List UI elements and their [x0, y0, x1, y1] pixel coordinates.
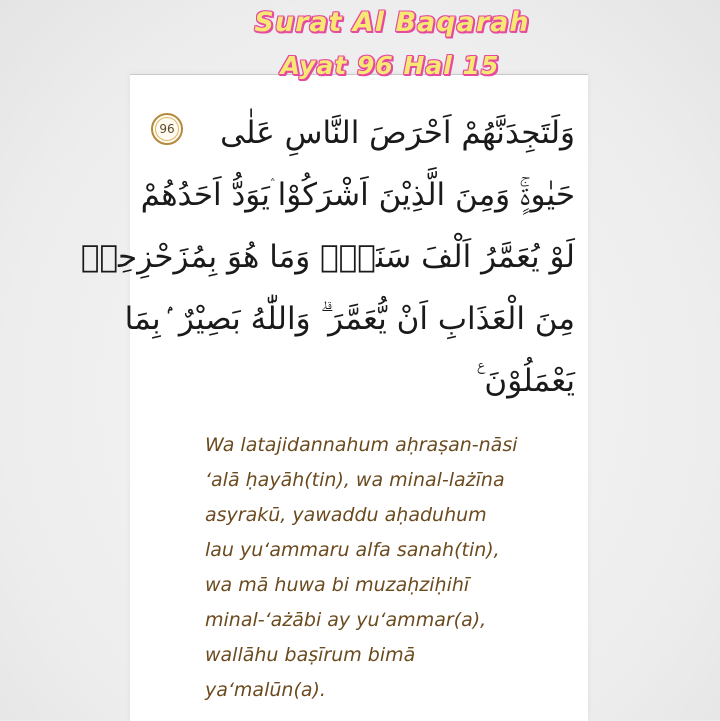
arabic-line-2: حَيٰوةٍۚ وَمِنَ الَّذِيْنَ اَشْرَكُوْا ۛيَوَدُّ اَحَدُهُمْ	[140, 177, 575, 213]
transliteration-line-4: lau yu‘ammaru alfa sanah(tin),	[205, 539, 500, 561]
transliteration-line-5: wa mā huwa bi muzaḥziḥihī	[205, 574, 470, 596]
arabic-line-4: مِنَ الْعَذَابِ اَنْ يُّعَمَّرَ ۗ وَاللّٰهُ بَصِيْرٌ ۢبِمَا	[124, 301, 575, 337]
transliteration-line-2: ‘alā ḥayāh(tin), wa minal-lażīna	[205, 469, 505, 491]
arabic-line-5: يَعْمَلُوْنَ ࣖ	[476, 363, 575, 399]
arabic-line-3: لَوْ يُعَمَّرُ اَلْفَ سَنَةٍۚ وَمَا هُوَ بِمُزَحْزِحِهٖ	[80, 239, 575, 275]
transliteration-line-7: wallāhu baṣīrum bimā	[205, 644, 416, 666]
transliteration-line-1: Wa latajidannahum aḥraṣan-nāsi	[205, 434, 518, 456]
ayah-subtitle: Ayat 96 Hal 15	[280, 51, 500, 80]
transliteration-line-8: ya‘malūn(a).	[205, 679, 326, 701]
arabic-line-1: وَلَتَجِدَنَّهُمْ اَحْرَصَ النَّاسِ عَلٰى	[220, 115, 575, 151]
ayah-number: 96	[159, 122, 175, 136]
surah-title: Surat Al Baqarah	[254, 7, 530, 38]
transliteration-text	[205, 428, 580, 708]
transliteration-line-6: minal-‘ażābi ay yu‘ammar(a),	[205, 609, 487, 631]
transliteration-line-3: asyrakū, yawaddu aḥaduhum	[205, 504, 487, 526]
ayah-number-marker	[151, 113, 183, 145]
